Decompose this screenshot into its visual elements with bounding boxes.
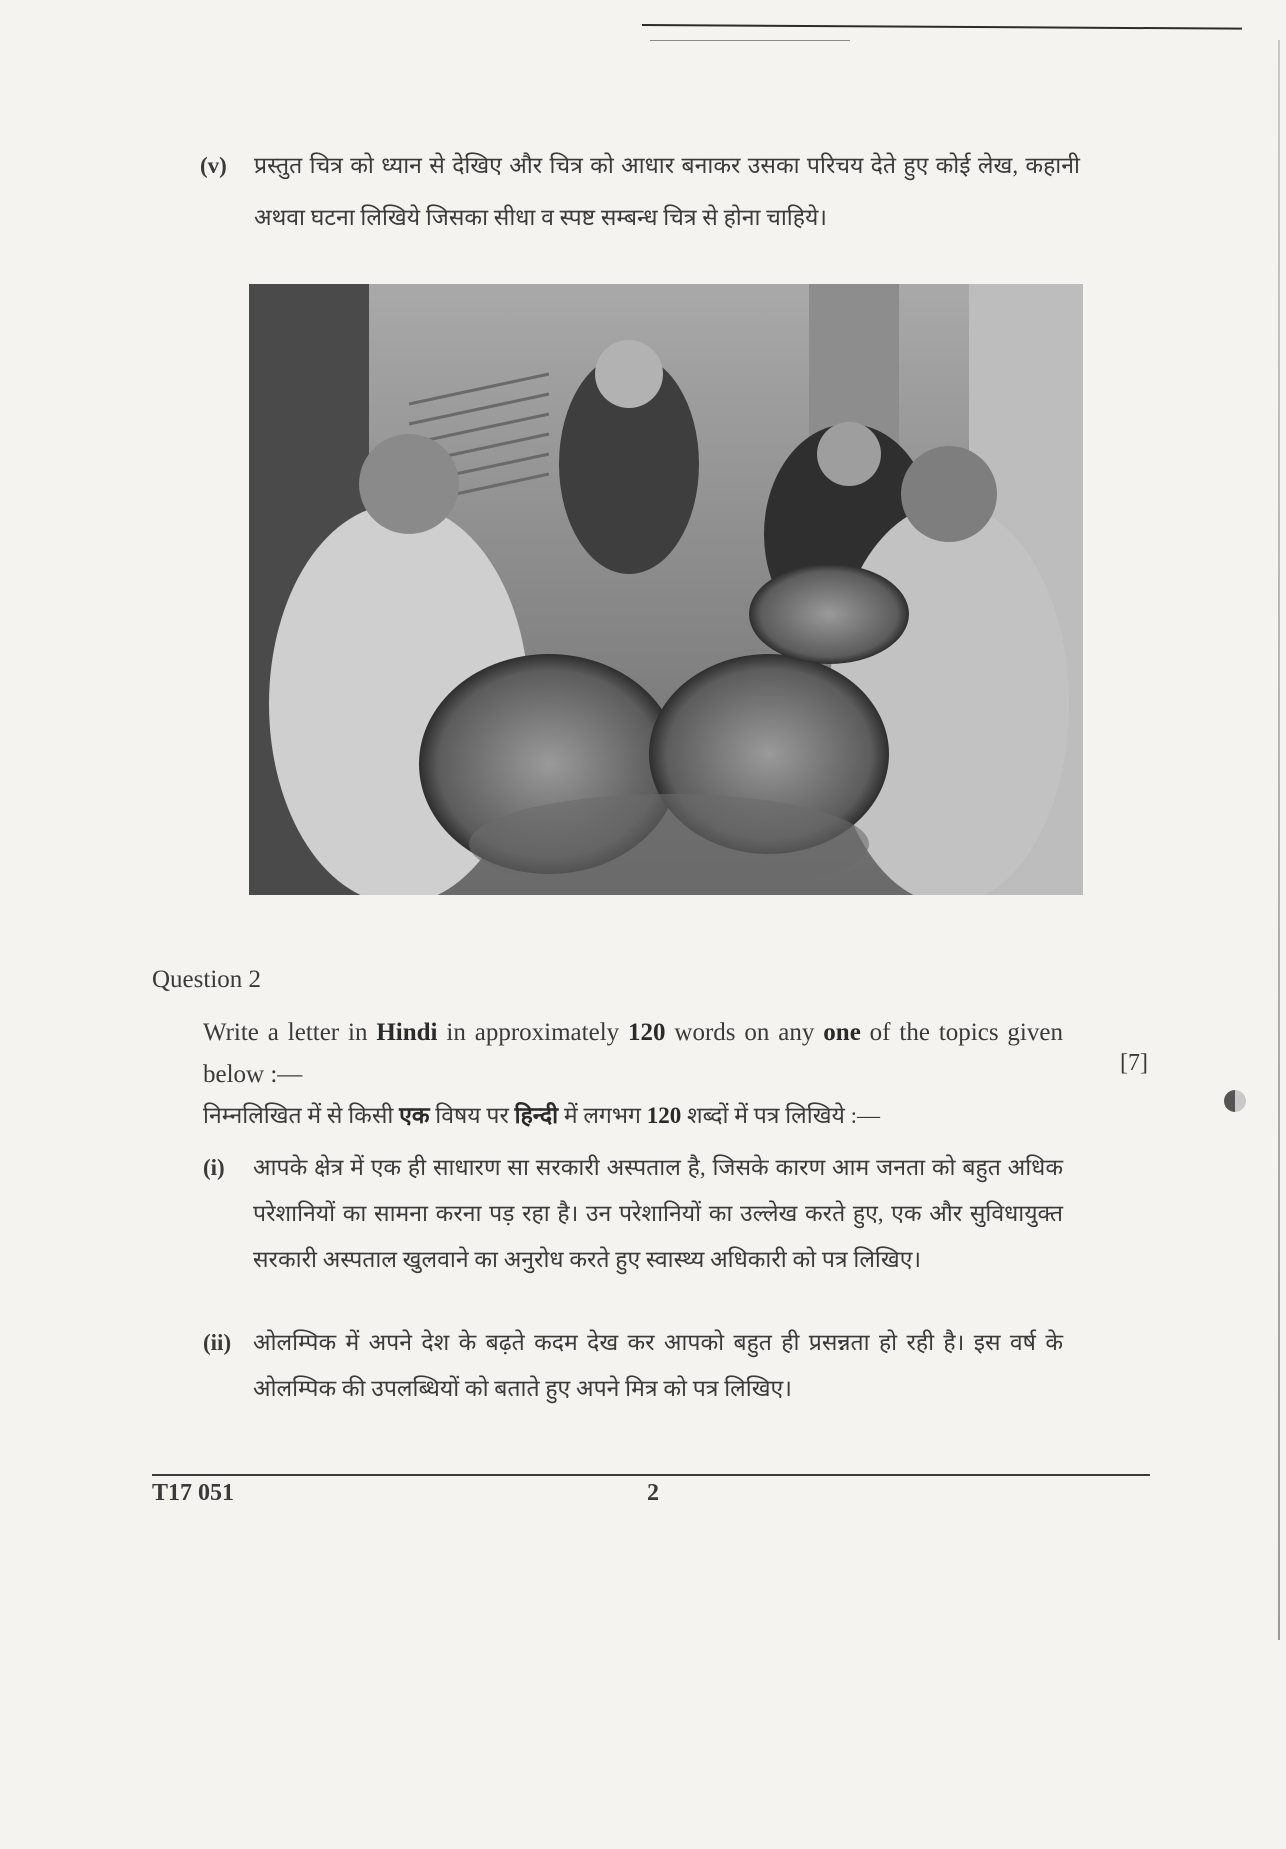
option-ii-label: (ii) — [203, 1330, 232, 1355]
marks-badge: [7] — [1120, 1050, 1148, 1076]
hindi-instruction-text: विषय पर — [429, 1103, 515, 1128]
top-rule-faint — [650, 40, 850, 41]
option-i-label: (i) — [203, 1155, 225, 1180]
hindi-bold-ek: एक — [399, 1103, 430, 1128]
question-2-heading: Question 2 — [152, 966, 262, 993]
instruction-bold-hindi: Hindi — [376, 1019, 438, 1046]
paper-code: T17 051 — [152, 1480, 235, 1506]
page-number: 2 — [647, 1480, 659, 1506]
binding-hole-mark — [1224, 1090, 1246, 1112]
hindi-instruction-text: निम्नलिखित में से किसी — [203, 1103, 400, 1128]
photo-illustration — [249, 284, 1083, 895]
hindi-instruction-text: में लगभग — [558, 1103, 647, 1128]
instruction-text: words on any — [665, 1019, 824, 1046]
option-ii-text: ओलम्पिक में अपने देश के बढ़ते कदम देख कर आपको बहुत ही प्रसन्नता हो रही है। इस वर्ष के ओलम्पिक की उपलब्धियों को बताते हुए अपने मित्र को पत्र लिखिए। — [253, 1330, 1063, 1401]
question-v-text: प्रस्तुत चित्र को ध्यान से देखिए और चित्र को आधार बनाकर उसका परिचय देते हुए कोई लेख, कहानी अथवा घटना लिखिये जिसका सीधा व स्पष्ट सम्बन्ध चित्र से होना चाहिये। — [254, 153, 1080, 230]
hindi-instruction-text: शब्दों में पत्र लिखिये :— — [681, 1103, 881, 1128]
instruction-bold-count: 120 — [628, 1019, 666, 1046]
instruction-text: in approximately — [437, 1019, 629, 1046]
instruction-text: of the topics given below :— — [203, 1019, 1063, 1088]
page-edge-shadow — [1278, 40, 1280, 1640]
question-2-instruction — [203, 1012, 1063, 1096]
question-photo — [249, 284, 1083, 895]
hindi-bold-count: 120 — [646, 1103, 682, 1128]
hindi-bold-hindi: हिन्दी — [514, 1103, 559, 1128]
instruction-bold-one: one — [823, 1019, 861, 1046]
question-v-label: (v) — [200, 153, 227, 178]
instruction-text: Write a letter in — [203, 1019, 377, 1046]
option-i-text: आपके क्षेत्र में एक ही साधारण सा सरकारी अस्पताल है, जिसके कारण आम जनता को बहुत अधिक परेशानियों का सामना करना पड़ रहा है। उन परेशानियों का उल्लेख करते हुए, एक और सुविधायुक्त सरकारी अस्पताल खुलवाने का अनुरोध करते हुए स्वास्थ्य अधिकारी को पत्र लिखिए। — [253, 1155, 1063, 1272]
question-2-hindi-instruction — [203, 1098, 1083, 1130]
footer-rule — [152, 1474, 1150, 1476]
top-rule — [642, 24, 1242, 30]
